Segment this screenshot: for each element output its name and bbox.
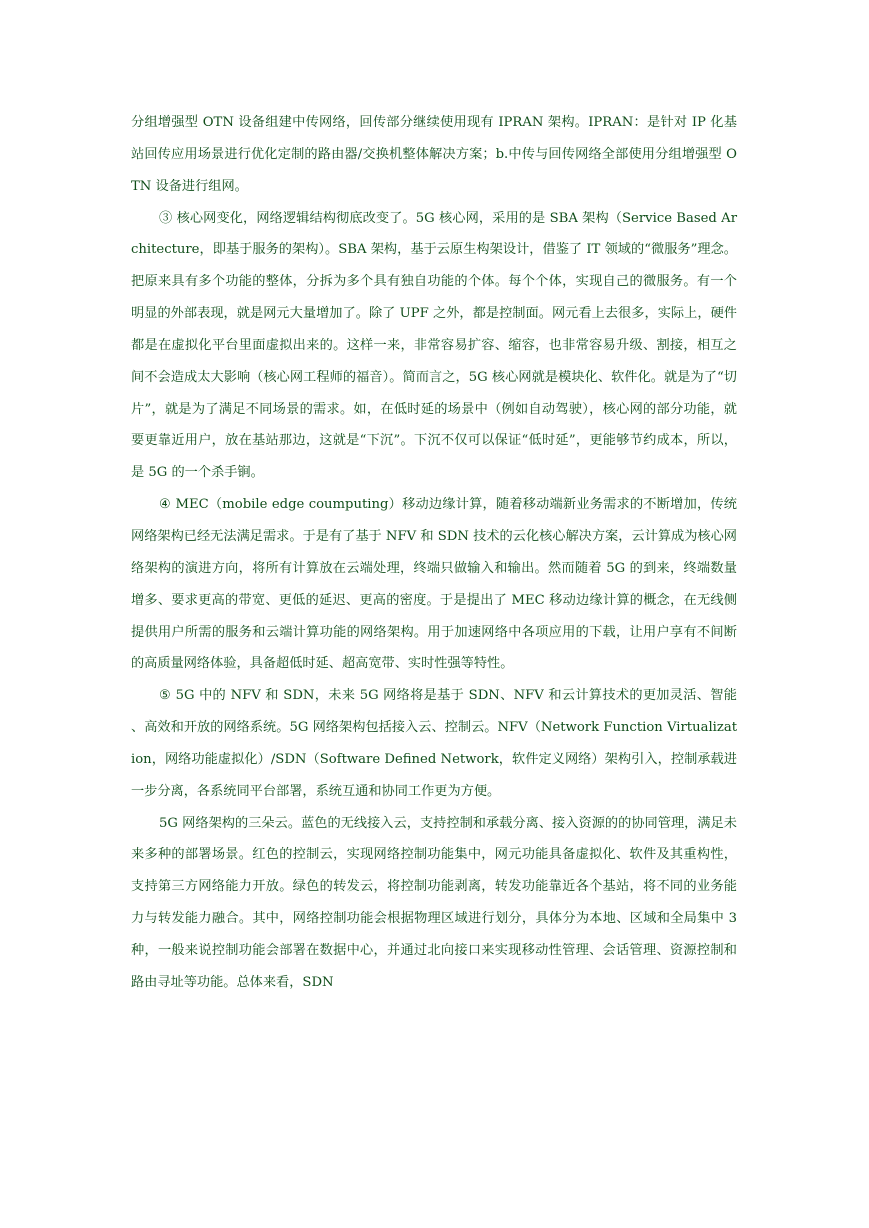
paragraph-core-network: ③ 核心网变化，网络逻辑结构彻底改变了。5G 核心网，采用的是 SBA 架构（Service Based Architecture，即基于服务的架构）。SBA 架构，基于云原生构架设计，借鉴了 IT 领域的“微服务”理念。把原来具有多个功能的整体，分拆为多个具有独自功能的个体。每个个体，实现自己的微服务。有一个明显的外部表现，就是网元大量增加了。除了 UPF 之外，都是控制面。网元看上去很多，实际上，硬件都是在虚拟化平台里面虚拟出来的。这样一来，非常容易扩容、缩容，也非常容易升级、割接，相互之间不会造成太大影响（核心网工程师的福音）。简而言之，5G 核心网就是模块化、软件化。就是为了“切片”，就是为了满足不同场景的需求。如，在低时延的场景中（例如自动驾驶），核心网的部分功能，就要更靠近用户，放在基站那边，这就是“下沉”。下沉不仅可以保证“低时延”，更能够节约成本，所以，是 5G 的一个杀手锏。 <box>131 210 737 481</box>
document-body <box>131 107 737 999</box>
paragraph-three-clouds: 5G 网络架构的三朵云。蓝色的无线接入云，支持控制和承载分离、接入资源的的协同管理，满足未来多种的部署场景。红色的控制云，实现网络控制功能集中，网元功能具备虚拟化、软件及其重构性，支持第三方网络能力开放。绿色的转发云，将控制功能剥离，转发功能靠近各个基站，将不同的业务能力与转发能力融合。其中，网络控制功能会根据物理区域进行划分，具体分为本地、区域和全局集中 3 种，一般来说控制功能会部署在数据中心，并通过北向接口来实现移动性管理、会话管理、资源控制和路由寻址等功能。总体来看，SDN <box>131 815 737 990</box>
paragraph-mec: ④ MEC（mobile edge coumputing）移动边缘计算，随着移动端新业务需求的不断增加，传统网络架构已经无法满足需求。于是有了基于 NFV 和 SDN 技术的云化核心解决方案，云计算成为核心网络架构的演进方向，将所有计算放在云端处理，终端只做输入和输出。然而随着 5G 的到来，终端数量增多、要求更高的带宽、更低的延迟、更高的密度。于是提出了 MEC 移动边缘计算的概念，在无线侧提供用户所需的服务和云端计算功能的网络架构。用于加速网络中各项应用的下载，让用户享有不间断的高质量网络体验，具备超低时延、超高宽带、实时性强等特性。 <box>131 497 737 672</box>
paragraph-nfv-sdn: ⑤ 5G 中的 NFV 和 SDN，未来 5G 网络将是基于 SDN、NFV 和云计算技术的更加灵活、智能、高效和开放的网络系统。5G 网络架构包括接入云、控制云。NFV（Network Function Virtualization，网络功能虚拟化）/SDN（Software Defined Network，软件定义网络）架构引入，控制承载进一步分离，各系统同平台部署，系统互通和协同工作更为方便。 <box>131 688 737 799</box>
paragraph-otn-ipran: 分组增强型 OTN 设备组建中传网络，回传部分继续使用现有 IPRAN 架构。IPRAN：是针对 IP 化基站回传应用场景进行优化定制的路由器/交换机整体解决方案；b.中传与回传网络全部使用分组增强型 OTN 设备进行组网。 <box>131 115 737 194</box>
